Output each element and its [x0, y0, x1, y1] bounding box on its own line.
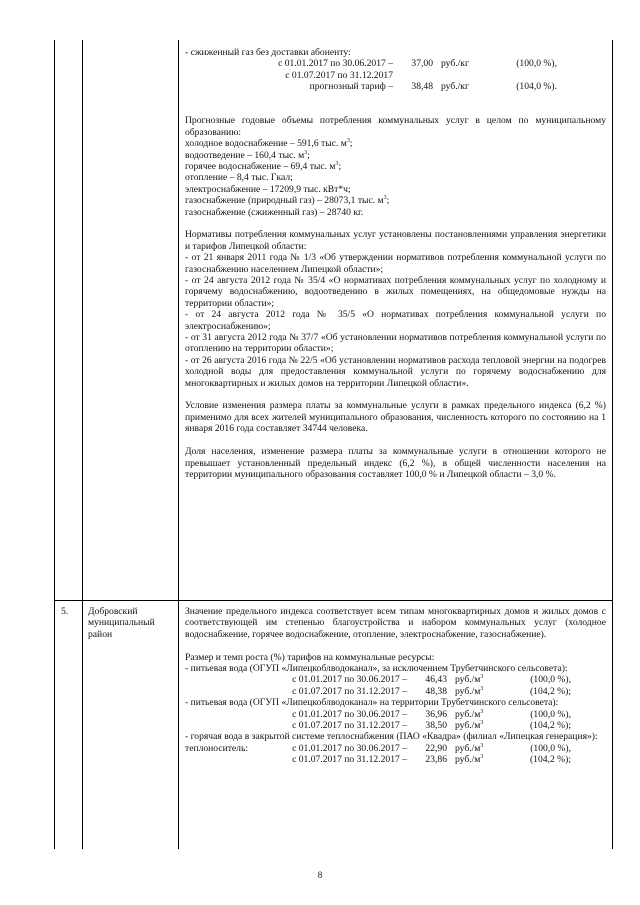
rate-row: с 01.07.2017 по 31.12.2017 – 23,86 $руб./м^3$ (104,2 %); [292, 754, 571, 766]
rate-row: с 01.07.2017 по 31.12.2017 – 38,50 $руб./м^3$ (104,2 %); [292, 720, 571, 731]
list-item: холодное водоснабжение – 591,6 тыс. $м^3$; [185, 138, 353, 150]
list-item: отопление – 8,4 тыс. Гкал; [185, 172, 293, 184]
list-item: горячее водоснабжение – 69,4 тыс. $м^3$; [185, 160, 342, 172]
volumes-list [185, 138, 606, 218]
share-paragraph: Доля населения, изменение размера платы за коммунальные услуги в отношении которого не превышает установленный предельный индекс (6,2 %), в общей численности населения на территории муниципального образования составляет 100,0 % и Липецкой области – 3,0 %. [185, 446, 606, 480]
index-intro: Значение предельного индекса соответствует всем типам многоквартирных домов и жилых домов с соответствующей им степенью благоустройства и набором коммунальных услуг (холодное водоснабжение, горячее водоснабжение, отопление, электроснабжение, газоснабжение). [185, 606, 606, 640]
lpg-header: - сжиженный газ без доставки абоненту: [185, 47, 351, 58]
list-item: - от 31 августа 2012 года № 37/7 «Об установлении нормативов потребления коммунальной услуги по отоплению на территории области»; [185, 332, 606, 355]
hot-water-header: - горячая вода в закрытой системе теплоснабжения (ПАО «Квадра» (филиал «Липецкая генерация»): [185, 731, 598, 743]
row-divider [54, 600, 613, 601]
volumes-intro: Прогнозные годовые объемы потребления коммунальных услуг в целом по муниципальному образованию: [185, 115, 606, 138]
water2-header: - питьевая вода (ОГУП «Липецкоблводоканал» на территории Трубетчинского сельсовета): [185, 697, 559, 709]
rate-row: с 01.07.2017 по 31.12.2017 – 48,38 $руб./м^3$ (104,2 %); [292, 685, 571, 697]
list-item: - от 21 января 2011 года № 1/3 «Об утверждении нормативов потребления коммунальной услуги по газоснабжению населением Липецкой области»; [185, 252, 606, 275]
list-item: электроснабжение – 17209,9 тыс. кВт*ч; [185, 183, 351, 195]
rate-row: с 01.01.2017 по 30.06.2017 – 46,43 $руб./м^3$ (100,0 %), [292, 674, 571, 686]
rate-row: с 01.01.2017 по 30.06.2017 – 37,00 руб./кг (100,0 %), [278, 58, 557, 70]
rate-row: прогнозный тариф – 38,48 руб./кг (104,0 %). [309, 81, 557, 93]
list-item: газоснабжение (природный газ) – 28073,1 тыс. $м^3$; [185, 195, 390, 207]
tariffs-intro: Размер и темп роста (%) тарифов на коммунальные ресурсы: [185, 651, 435, 663]
water1-header: - питьевая вода (ОГУП «Липецкоблводоканал», за исключением Трубетчинского сельсовета): [185, 663, 568, 675]
table-border-right [612, 40, 613, 849]
page-number: 8 [317, 870, 323, 880]
list-item: - от 26 августа 2016 года № 22/5 «Об установлении нормативов расхода тепловой энергии на подогрев холодной воды для предоставления коммунальной услуги по горячему водоснабжению для многоквартирных и жилых домов на территории Липецкой области». [185, 354, 606, 389]
list-item: водоотведение – 160,4 тыс. $м^3$; [185, 149, 310, 161]
table-border-col1 [82, 40, 83, 849]
rate-row: с 01.07.2017 по 31.12.2017 [285, 69, 393, 81]
row5-content [185, 606, 606, 766]
table-border-left [54, 40, 55, 849]
list-item: - от 24 августа 2012 года № 35/5 «О нормативах потребления коммунальной услуги по электроснабжению»; [185, 309, 606, 332]
rate-row: теплоноситель: с 01.01.2017 по 30.06.2017 – 22,90 $руб./м^3$ (100,0 %), [185, 742, 571, 754]
row4-content [185, 47, 606, 480]
district-name: Добровский муниципальный район [88, 606, 155, 640]
rate-row: с 01.01.2017 по 30.06.2017 – 36,96 $руб./м^3$ (100,0 %), [292, 708, 571, 720]
coolant-label: теплоноситель: [185, 742, 249, 754]
row-number: 5. [61, 606, 69, 617]
norms-intro: Нормативы потребления коммунальных услуг установлены постановлениями управления энергетики и тарифов Липецкой области: [185, 229, 606, 252]
list-item: газоснабжение (сжиженный газ) – 28740 кг. [185, 206, 364, 218]
list-item: - от 24 августа 2012 года № 35/4 «О нормативах потребления коммунальных услуг по холодному и горячему водоснабжению, водоотведению в жилых помещениях, на общедомовые нужды на территории области»; [185, 275, 606, 309]
condition-paragraph: Условие изменения размера платы за коммунальные услуги в рамках предельного индекса (6,2 %) применимо для всех жителей муниципального образования, численность которого по состоянию на 1 января 2016 года составляет 34744 человека. [185, 400, 606, 435]
table-border-col2 [178, 40, 179, 849]
